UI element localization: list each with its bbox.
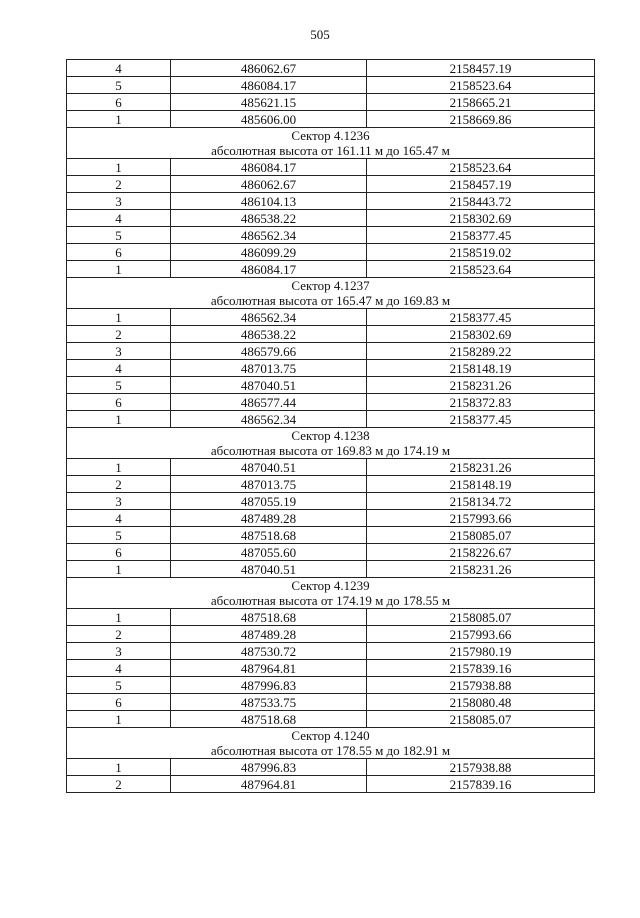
y-coordinate-cell: 2157839.16 — [367, 660, 595, 677]
table-row — [67, 227, 595, 244]
table-row — [67, 544, 595, 561]
x-coordinate-cell: 487013.75 — [171, 360, 367, 377]
table-row — [67, 111, 595, 128]
point-number-cell: 1 — [67, 609, 171, 626]
y-coordinate-cell: 2157938.88 — [367, 759, 595, 776]
x-coordinate-cell: 487489.28 — [171, 510, 367, 527]
y-coordinate-cell: 2158457.19 — [367, 176, 595, 193]
x-coordinate-cell: 486084.17 — [171, 77, 367, 94]
x-coordinate-cell: 487530.72 — [171, 643, 367, 660]
table-row — [67, 776, 595, 793]
y-coordinate-cell: 2158080.48 — [367, 694, 595, 711]
y-coordinate-cell: 2158372.83 — [367, 394, 595, 411]
table-row — [67, 77, 595, 94]
table-row — [67, 176, 595, 193]
x-coordinate-cell: 487964.81 — [171, 776, 367, 793]
y-coordinate-cell: 2158523.64 — [367, 159, 595, 176]
point-number-cell: 4 — [67, 60, 171, 77]
point-number-cell: 6 — [67, 544, 171, 561]
table-row — [67, 694, 595, 711]
y-coordinate-cell: 2158523.64 — [367, 77, 595, 94]
x-coordinate-cell: 487518.68 — [171, 711, 367, 728]
table-row — [67, 360, 595, 377]
x-coordinate-cell: 487489.28 — [171, 626, 367, 643]
sector-title: Сектор 4.1237 — [291, 278, 370, 293]
y-coordinate-cell: 2158377.45 — [367, 309, 595, 326]
table-row — [67, 476, 595, 493]
table-row — [67, 309, 595, 326]
x-coordinate-cell: 487996.83 — [171, 677, 367, 694]
table-row — [67, 660, 595, 677]
point-number-cell: 3 — [67, 343, 171, 360]
y-coordinate-cell: 2158302.69 — [367, 326, 595, 343]
sector-altitude-range: абсолютная высота от 169.83 м до 174.19 м — [210, 443, 451, 458]
page-number: 505 — [310, 27, 330, 42]
table-row — [67, 343, 595, 360]
y-coordinate-cell: 2157993.66 — [367, 626, 595, 643]
x-coordinate-cell: 487040.51 — [171, 377, 367, 394]
x-coordinate-cell: 486084.17 — [171, 261, 367, 278]
table-row — [67, 626, 595, 643]
y-coordinate-cell: 2158523.64 — [367, 261, 595, 278]
coordinates-table — [66, 59, 595, 793]
point-number-cell: 6 — [67, 694, 171, 711]
x-coordinate-cell: 487533.75 — [171, 694, 367, 711]
x-coordinate-cell: 487040.51 — [171, 459, 367, 476]
point-number-cell: 2 — [67, 626, 171, 643]
y-coordinate-cell: 2158226.67 — [367, 544, 595, 561]
point-number-cell: 5 — [67, 527, 171, 544]
x-coordinate-cell: 486538.22 — [171, 210, 367, 227]
sector-title: Сектор 4.1239 — [291, 578, 370, 593]
x-coordinate-cell: 486562.34 — [171, 411, 367, 428]
sector-header — [67, 128, 595, 159]
point-number-cell: 1 — [67, 261, 171, 278]
point-number-cell: 1 — [67, 411, 171, 428]
point-number-cell: 6 — [67, 244, 171, 261]
point-number-cell: 4 — [67, 210, 171, 227]
x-coordinate-cell: 487055.19 — [171, 493, 367, 510]
table-row — [67, 711, 595, 728]
point-number-cell: 6 — [67, 394, 171, 411]
point-number-cell: 2 — [67, 476, 171, 493]
x-coordinate-cell: 485606.00 — [171, 111, 367, 128]
point-number-cell: 6 — [67, 94, 171, 111]
point-number-cell: 1 — [67, 711, 171, 728]
table-row — [67, 261, 595, 278]
y-coordinate-cell: 2158134.72 — [367, 493, 595, 510]
point-number-cell: 2 — [67, 326, 171, 343]
point-number-cell: 3 — [67, 493, 171, 510]
sector-header — [67, 278, 595, 309]
y-coordinate-cell: 2158289.22 — [367, 343, 595, 360]
point-number-cell: 1 — [67, 459, 171, 476]
x-coordinate-cell: 486562.34 — [171, 309, 367, 326]
y-coordinate-cell: 2157839.16 — [367, 776, 595, 793]
table-row — [67, 759, 595, 776]
coordinates-table-body — [67, 60, 595, 793]
table-row — [67, 193, 595, 210]
table-row — [67, 643, 595, 660]
table-row — [67, 609, 595, 626]
y-coordinate-cell: 2157980.19 — [367, 643, 595, 660]
table-row — [67, 561, 595, 578]
y-coordinate-cell: 2158148.19 — [367, 476, 595, 493]
sector-header-row — [67, 728, 595, 759]
x-coordinate-cell: 487996.83 — [171, 759, 367, 776]
table-row — [67, 60, 595, 77]
sector-header — [67, 578, 595, 609]
x-coordinate-cell: 486062.67 — [171, 60, 367, 77]
x-coordinate-cell: 487013.75 — [171, 476, 367, 493]
sector-header — [67, 428, 595, 459]
sector-header — [67, 728, 595, 759]
point-number-cell: 5 — [67, 227, 171, 244]
sector-altitude-range: абсолютная высота от 178.55 м до 182.91 м — [210, 743, 451, 758]
table-row — [67, 377, 595, 394]
sector-header-row — [67, 128, 595, 159]
y-coordinate-cell: 2157993.66 — [367, 510, 595, 527]
y-coordinate-cell: 2158377.45 — [367, 411, 595, 428]
point-number-cell: 1 — [67, 159, 171, 176]
y-coordinate-cell: 2158302.69 — [367, 210, 595, 227]
table-row — [67, 210, 595, 227]
x-coordinate-cell: 486577.44 — [171, 394, 367, 411]
table-row — [67, 159, 595, 176]
table-row — [67, 493, 595, 510]
y-coordinate-cell: 2158085.07 — [367, 711, 595, 728]
y-coordinate-cell: 2158231.26 — [367, 459, 595, 476]
point-number-cell: 4 — [67, 660, 171, 677]
point-number-cell: 4 — [67, 360, 171, 377]
point-number-cell: 4 — [67, 510, 171, 527]
table-row — [67, 394, 595, 411]
point-number-cell: 1 — [67, 111, 171, 128]
table-row — [67, 244, 595, 261]
y-coordinate-cell: 2158085.07 — [367, 527, 595, 544]
table-row — [67, 411, 595, 428]
table-row — [67, 94, 595, 111]
point-number-cell: 1 — [67, 759, 171, 776]
sector-altitude-range: абсолютная высота от 165.47 м до 169.83 м — [210, 293, 451, 308]
x-coordinate-cell: 485621.15 — [171, 94, 367, 111]
x-coordinate-cell: 487518.68 — [171, 609, 367, 626]
y-coordinate-cell: 2158669.86 — [367, 111, 595, 128]
sector-title: Сектор 4.1240 — [291, 728, 370, 743]
table-row — [67, 510, 595, 527]
point-number-cell: 5 — [67, 677, 171, 694]
x-coordinate-cell: 487055.60 — [171, 544, 367, 561]
y-coordinate-cell: 2158457.19 — [367, 60, 595, 77]
point-number-cell: 2 — [67, 776, 171, 793]
point-number-cell: 3 — [67, 643, 171, 660]
x-coordinate-cell: 486579.66 — [171, 343, 367, 360]
point-number-cell: 5 — [67, 377, 171, 394]
table-row — [67, 677, 595, 694]
table-row — [67, 527, 595, 544]
sector-header-row — [67, 578, 595, 609]
y-coordinate-cell: 2158443.72 — [367, 193, 595, 210]
x-coordinate-cell: 486099.29 — [171, 244, 367, 261]
x-coordinate-cell: 487040.51 — [171, 561, 367, 578]
y-coordinate-cell: 2158231.26 — [367, 561, 595, 578]
x-coordinate-cell: 487518.68 — [171, 527, 367, 544]
sector-title: Сектор 4.1236 — [291, 128, 370, 143]
y-coordinate-cell: 2157938.88 — [367, 677, 595, 694]
point-number-cell: 3 — [67, 193, 171, 210]
table-row — [67, 326, 595, 343]
point-number-cell: 1 — [67, 561, 171, 578]
y-coordinate-cell: 2158148.19 — [367, 360, 595, 377]
y-coordinate-cell: 2158085.07 — [367, 609, 595, 626]
sector-title: Сектор 4.1238 — [291, 428, 370, 443]
y-coordinate-cell: 2158665.21 — [367, 94, 595, 111]
x-coordinate-cell: 486104.13 — [171, 193, 367, 210]
x-coordinate-cell: 487964.81 — [171, 660, 367, 677]
point-number-cell: 2 — [67, 176, 171, 193]
sector-altitude-range: абсолютная высота от 174.19 м до 178.55 м — [210, 593, 451, 608]
table-row — [67, 459, 595, 476]
sector-altitude-range: абсолютная высота от 161.11 м до 165.47 м — [211, 143, 450, 158]
x-coordinate-cell: 486062.67 — [171, 176, 367, 193]
y-coordinate-cell: 2158519.02 — [367, 244, 595, 261]
y-coordinate-cell: 2158231.26 — [367, 377, 595, 394]
x-coordinate-cell: 486084.17 — [171, 159, 367, 176]
point-number-cell: 5 — [67, 77, 171, 94]
y-coordinate-cell: 2158377.45 — [367, 227, 595, 244]
sector-header-row — [67, 428, 595, 459]
x-coordinate-cell: 486562.34 — [171, 227, 367, 244]
x-coordinate-cell: 486538.22 — [171, 326, 367, 343]
point-number-cell: 1 — [67, 309, 171, 326]
sector-header-row — [67, 278, 595, 309]
